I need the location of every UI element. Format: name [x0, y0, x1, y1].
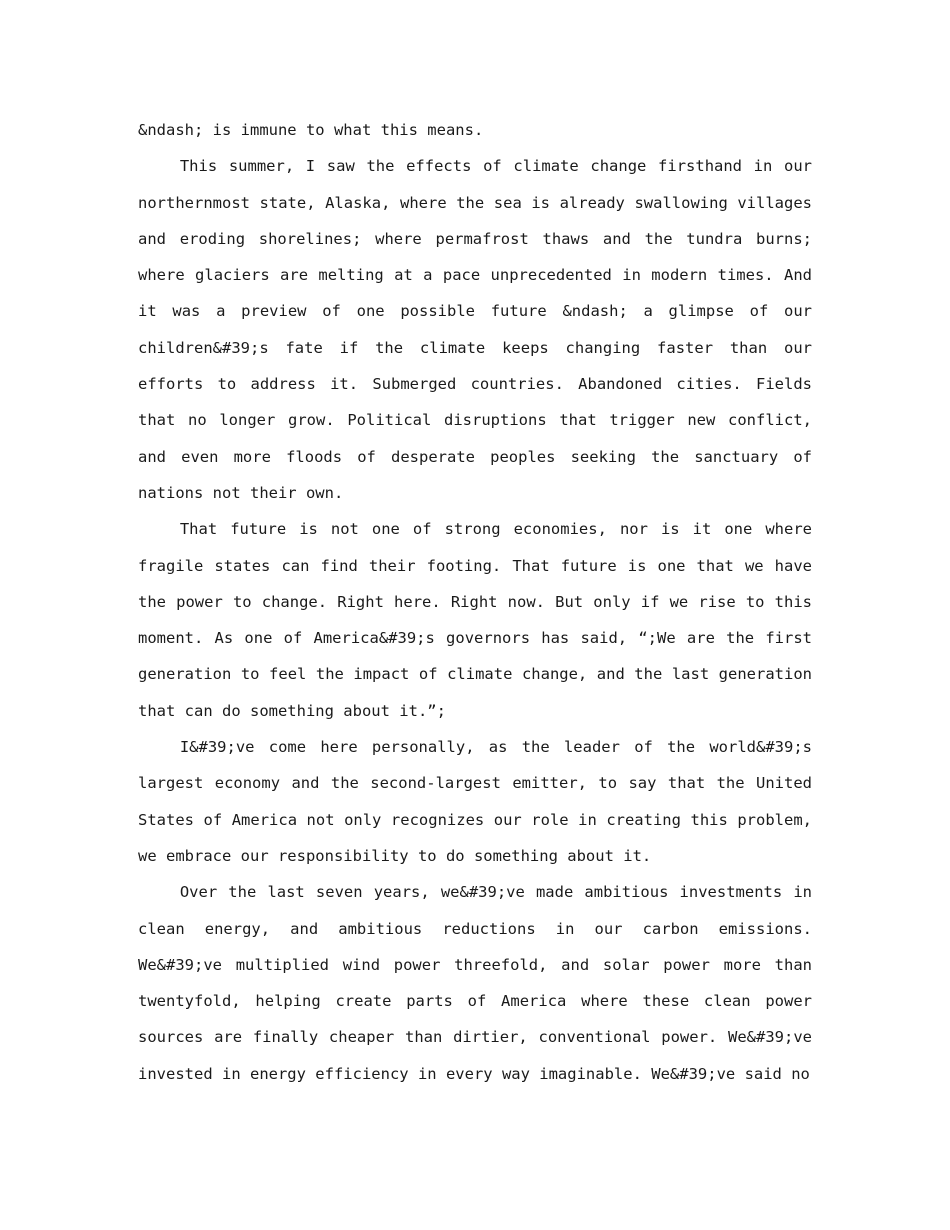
- document-page: [138, 112, 812, 1092]
- paragraph-investments: Over the last seven years, we&#39;ve made ambitious investments in clean energy, and ambitious reductions in our carbon emissions. We&#39;ve multiplied wind power threefold, and solar power more than twentyfold, helping create parts of America where these clean power sources are finally cheaper than dirtier, conventional power. We&#39;ve invested in energy efficiency in every way imaginable. We&#39;ve said no: [138, 883, 812, 1083]
- paragraph-responsibility: I&#39;ve come here personally, as the leader of the world&#39;s largest economy and the second-largest emitter, to say that the United States of America not only recognizes our role in creating this problem, we embrace our responsibility to do something about it.: [138, 738, 812, 865]
- paragraph-alaska: This summer, I saw the effects of climate change firsthand in our northernmost state, Alaska, where the sea is already swallowing villages and eroding shorelines; where permafrost thaws and the tundra burns; where glaciers are melting at a pace unprecedented in modern times. And it was a preview of one possible future &ndash; a glimpse of our children&#39;s fate if the climate keeps changing faster than our efforts to address it. Submerged countries. Abandoned cities. Fields that no longer grow. Political disruptions that trigger new conflict, and even more floods of desperate peoples seeking the sanctuary of nations not their own.: [138, 157, 812, 502]
- paragraph-continued: &ndash; is immune to what this means.: [138, 121, 484, 139]
- paragraph-future: That future is not one of strong economies, nor is it one where fragile states can find their footing. That future is one that we have the power to change. Right here. Right now. But only if we rise to this moment. As one of America&#39;s governors has said, “;We are the first generation to feel the impact of climate change, and the last generation that can do something about it.”;: [138, 520, 812, 720]
